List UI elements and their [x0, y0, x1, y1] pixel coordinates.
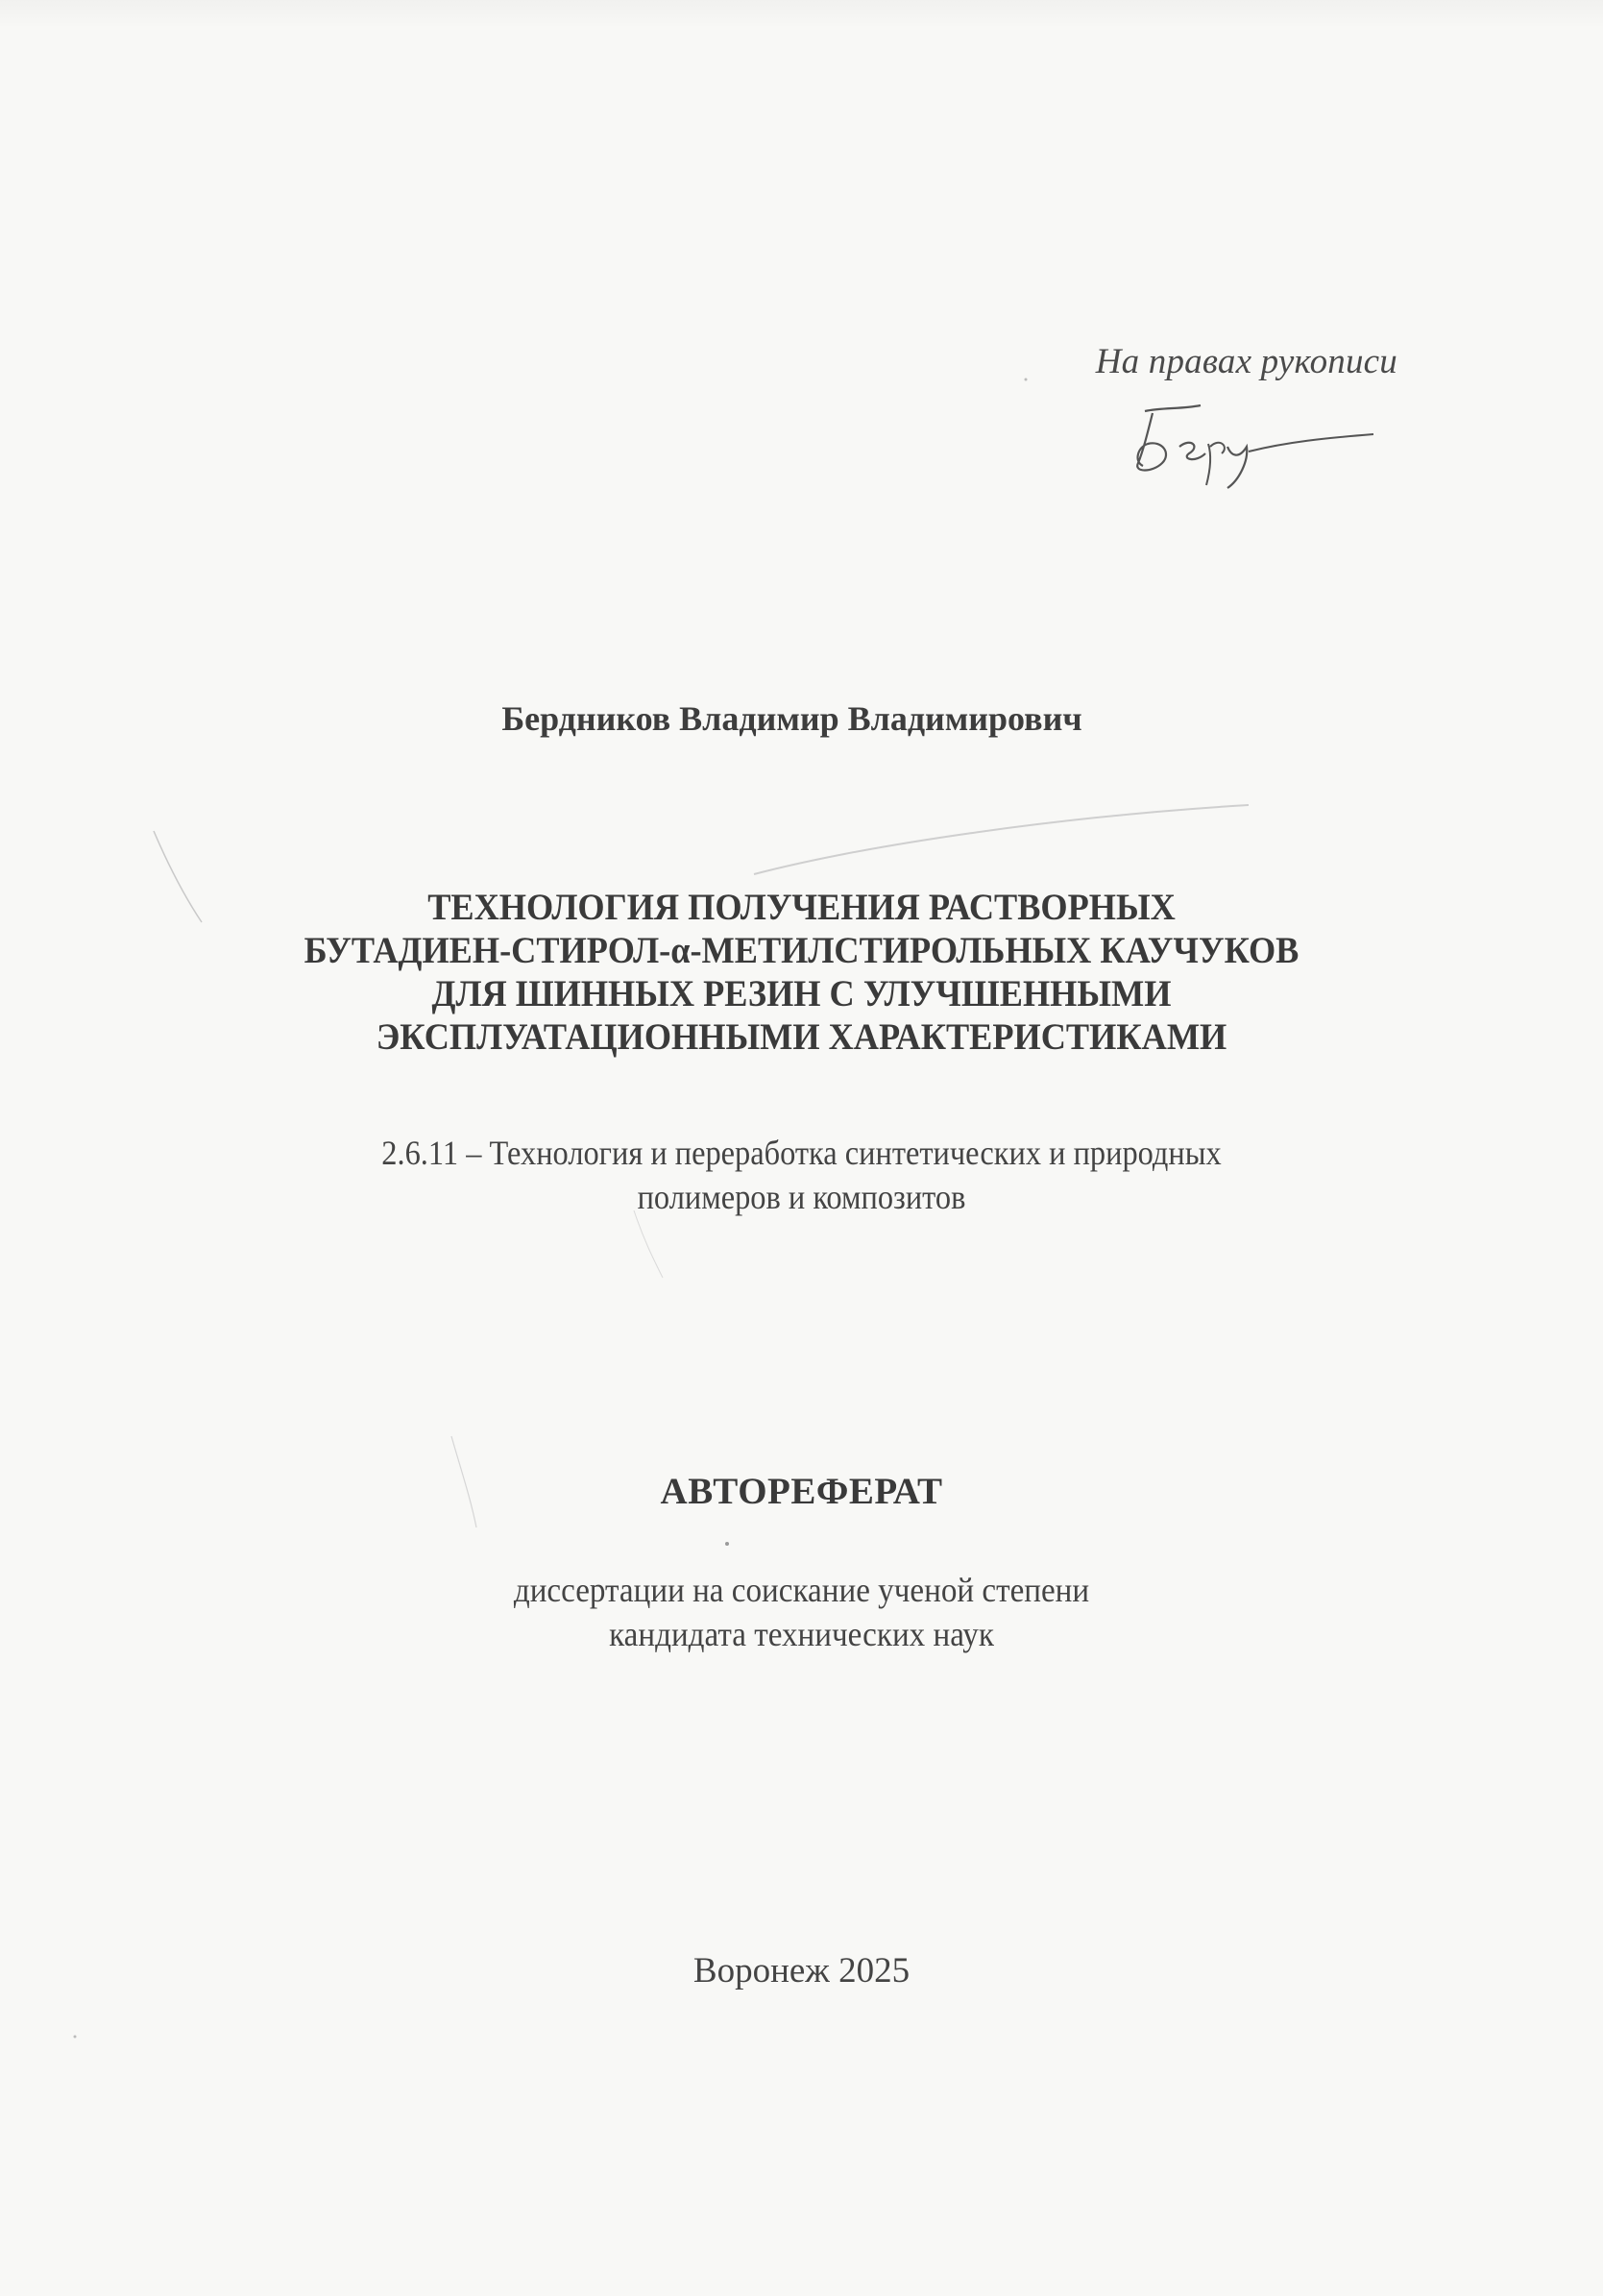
- author-name: Бердников Владимир Владимирович: [501, 699, 1082, 738]
- manuscript-rights-note: На правах рукописи: [1095, 342, 1397, 381]
- specialty-line: полимеров и композитов: [637, 1178, 966, 1216]
- title-line: ЭКСПЛУАТАЦИОННЫМИ ХАРАКТЕРИСТИКАМИ: [376, 1016, 1227, 1058]
- title-line: БУТАДИЕН-СТИРОЛ-α-МЕТИЛСТИРОЛЬНЫХ КАУЧУКОВ: [304, 930, 1299, 971]
- dissertation-title: [0, 886, 1603, 1059]
- specialty-line: 2.6.11 – Технология и переработка синтетических и природных: [381, 1134, 1222, 1172]
- city-year: Воронеж 2025: [692, 1951, 911, 1991]
- title-line: ДЛЯ ШИННЫХ РЕЗИН С УЛУЧШЕННЫМИ: [431, 973, 1172, 1014]
- document-type-heading: АВТОРЕФЕРАТ: [660, 1471, 943, 1512]
- degree-description: [0, 1568, 1603, 1656]
- degree-line: кандидата технических наук: [609, 1615, 994, 1653]
- title-line: ТЕХНОЛОГИЯ ПОЛУЧЕНИЯ РАСТВОРНЫХ: [427, 887, 1176, 928]
- author-signature: [1105, 394, 1393, 490]
- degree-line: диссертации на соискание ученой степени: [513, 1571, 1090, 1609]
- specialty-code: [0, 1131, 1603, 1219]
